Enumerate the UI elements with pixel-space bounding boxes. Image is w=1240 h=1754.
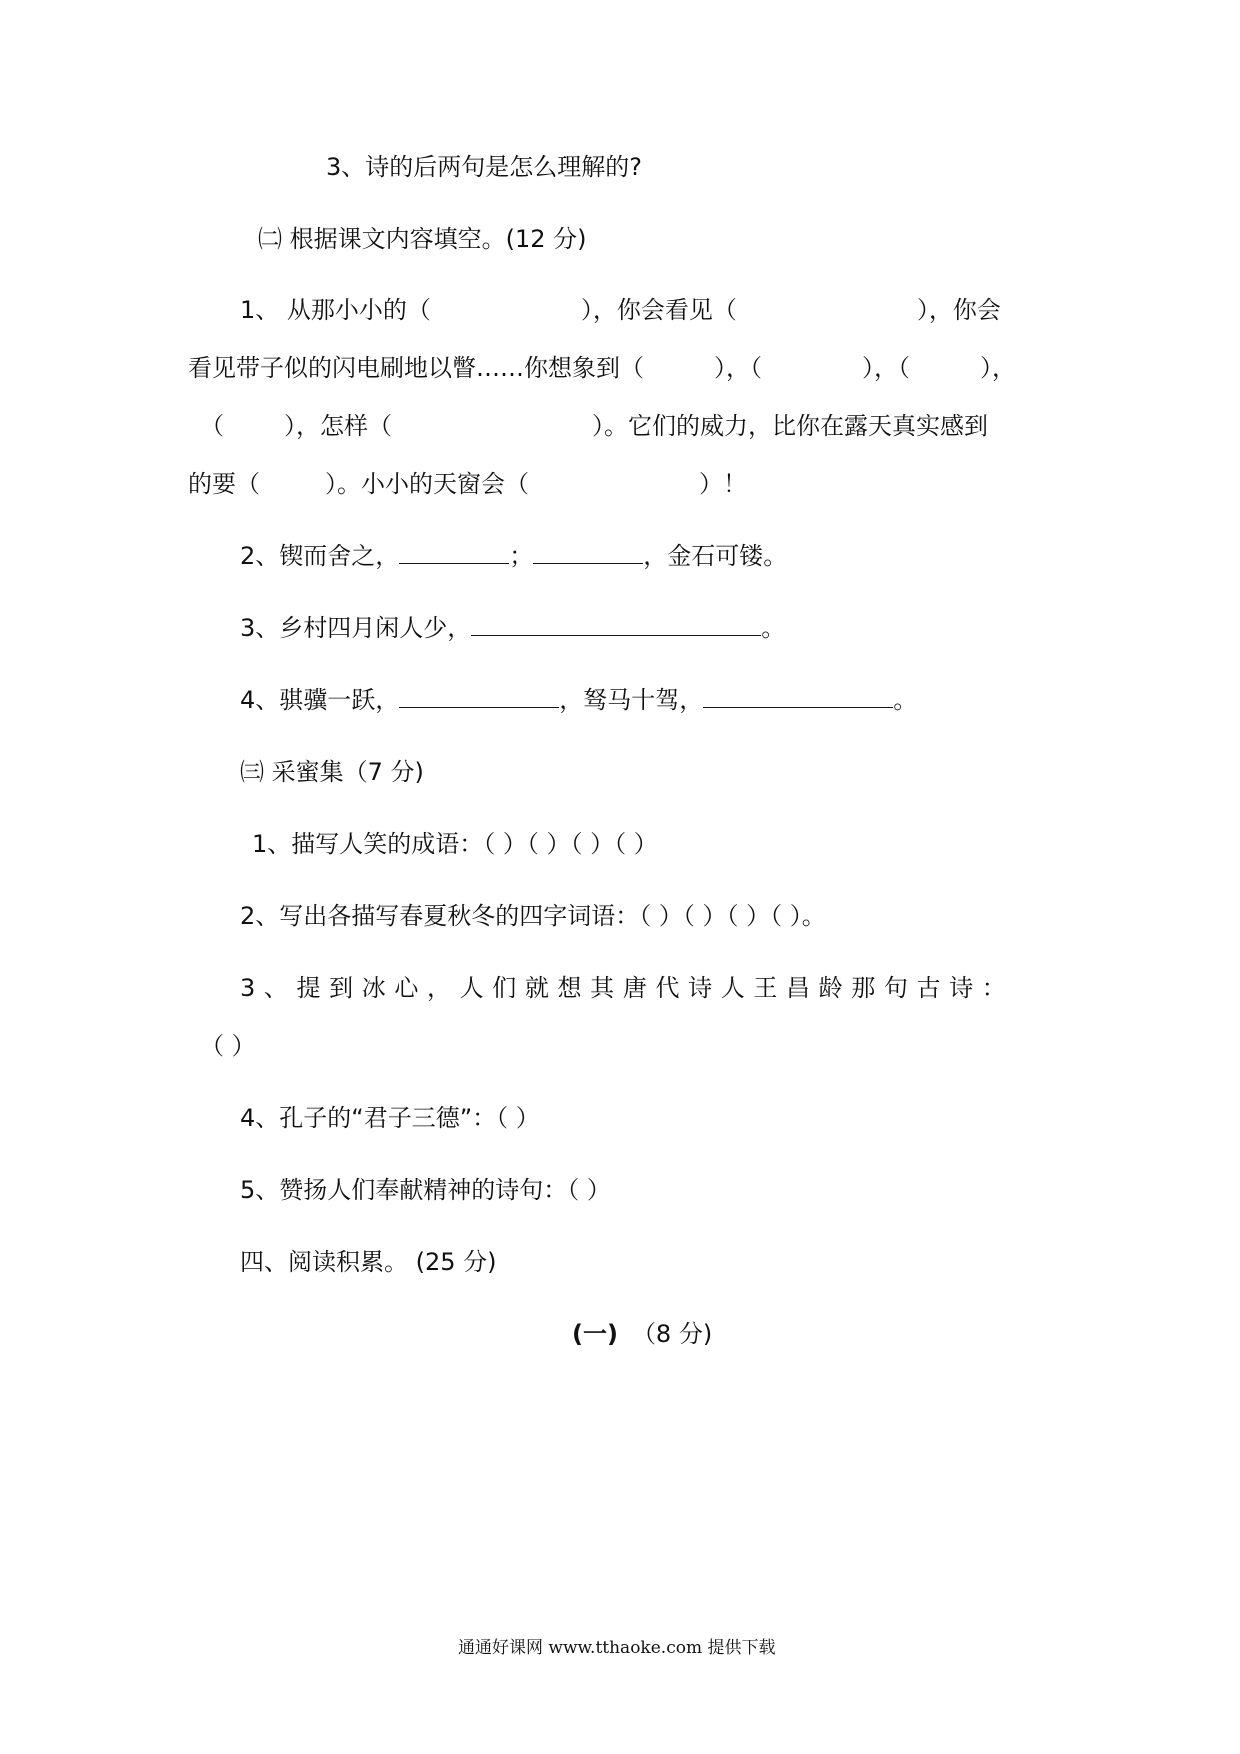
subsection-points: （8 分) <box>631 1320 713 1348</box>
fill-text: ）！ <box>699 470 747 498</box>
fill-text: （ <box>200 412 224 440</box>
fill-text: ）。小小的天窗会（ <box>325 470 529 498</box>
answer-blank[interactable] <box>533 543 643 564</box>
subsection-number: (一) <box>572 1320 618 1348</box>
fill-text: 1、 从那小小的（ <box>240 296 431 324</box>
collect-4: 4、孔子的“君子三德”：（ ） <box>240 1104 540 1132</box>
collect-5: 5、赞扬人们奉献精神的诗句：（ ） <box>240 1176 611 1204</box>
q-text: 3、乡村四月闲人少， <box>240 614 472 642</box>
fill-text: ），（ <box>862 354 910 382</box>
fill-line-4 <box>188 468 747 500</box>
q-text: ，金石可镂。 <box>643 542 788 570</box>
fill-text: ），你会看见（ <box>580 296 737 324</box>
question-2 <box>240 540 787 572</box>
fill-line-3 <box>200 410 988 442</box>
subsection-1-heading <box>572 1318 712 1350</box>
fill-line-2 <box>188 352 1016 384</box>
fill-text: ），你会 <box>916 296 1001 324</box>
q-text: 。 <box>761 614 786 642</box>
collect-2: 2、写出各描写春夏秋冬的四字词语：（ ）（ ）（ ）（ ）。 <box>240 902 826 930</box>
fill-text: ）， <box>980 354 1016 382</box>
q-text: 2、锲而舍之， <box>240 542 400 570</box>
collect-3-answer: （ ） <box>200 1032 256 1060</box>
collect-1: 1、描写人笑的成语：（ ）（ ）（ ）（ ） <box>252 830 658 858</box>
question-4 <box>240 684 917 716</box>
footer: 通通好课网 www.tthaoke.com 提供下载 <box>458 1638 776 1658</box>
poem-question-3: 3、诗的后两句是怎么理解的? <box>326 153 643 181</box>
fill-text: 的要（ <box>188 470 260 498</box>
fill-text: 看见带子似的闪电刷地以瞥……你想象到（ <box>188 354 644 382</box>
q-text: ，驽马十驾， <box>559 686 704 714</box>
fill-line-1 <box>240 294 1001 326</box>
answer-blank[interactable] <box>399 687 559 708</box>
q-text: 。 <box>893 686 918 714</box>
fill-text: ），怎样（ <box>284 412 392 440</box>
section-4-title: 四、阅读积累。 (25 分) <box>240 1248 497 1276</box>
answer-blank[interactable] <box>399 543 509 564</box>
q-text: ； <box>509 542 534 570</box>
fill-text: ）。它们的威力，比你在露天真实感到 <box>592 412 988 440</box>
answer-blank[interactable] <box>471 615 761 636</box>
collect-3: 3 、 提 到 冰 心 ， 人 们 就 想 其 唐 代 诗 人 王 昌 龄 那 句 古 诗 ： <box>240 974 1007 1002</box>
section-2-title: ㈡ 根据课文内容填空。(12 分) <box>258 225 587 253</box>
fill-text: ），（ <box>714 354 762 382</box>
question-3 <box>240 612 785 644</box>
q-text: 4、骐骥一跃， <box>240 686 400 714</box>
answer-blank[interactable] <box>703 687 893 708</box>
section-3-title: ㈢ 采蜜集（7 分) <box>240 758 424 786</box>
